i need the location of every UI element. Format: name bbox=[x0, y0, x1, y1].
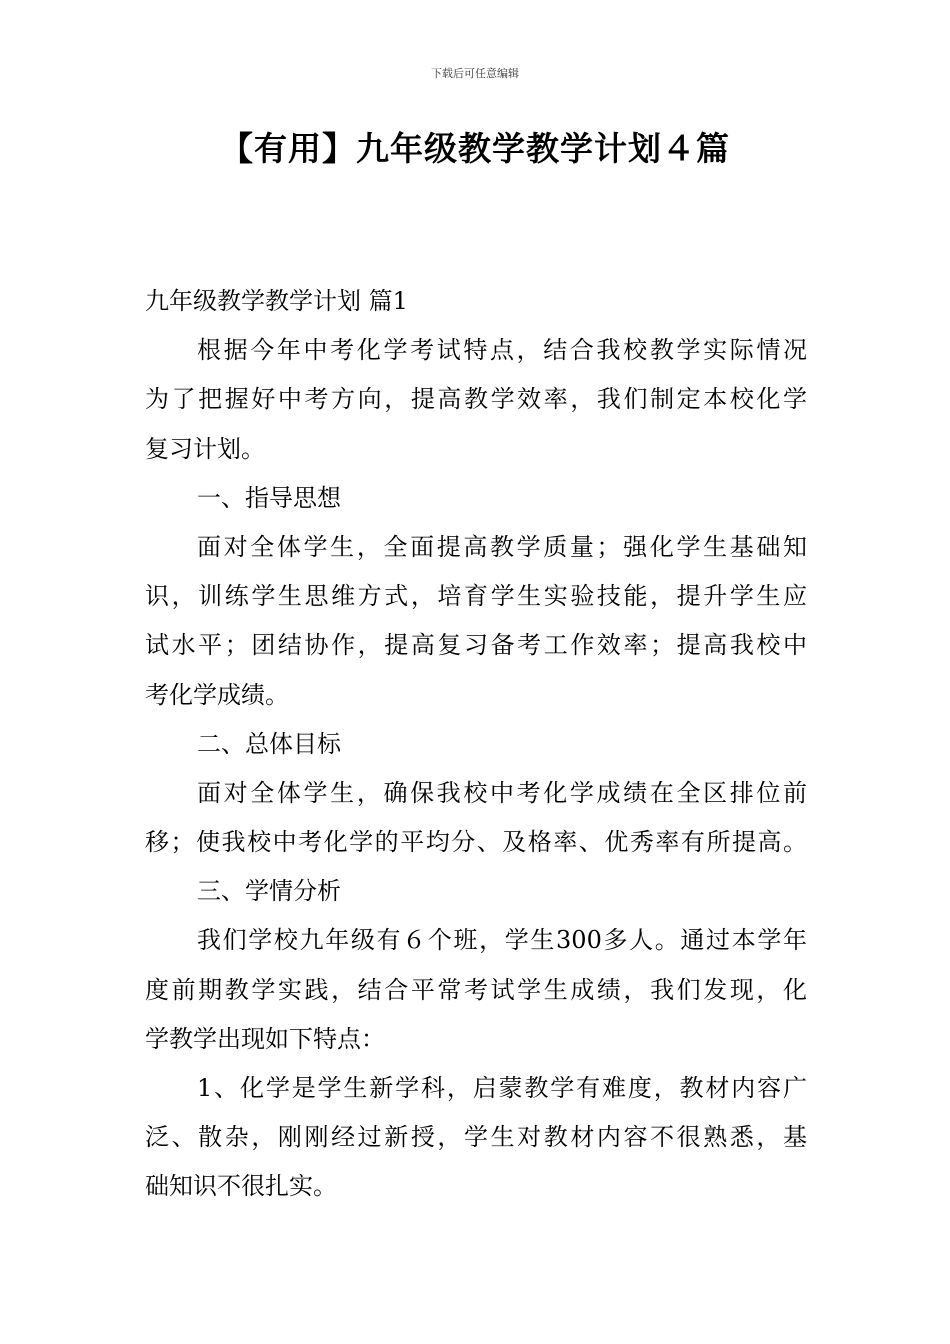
document-title: 【有用】九年级教学教学计划４篇 bbox=[220, 129, 730, 168]
list-item-line: 1、化学是学生新学科，启蒙教学有难度，教材内容广 bbox=[197, 1074, 807, 1102]
subheading-overall-goal: 二、总体目标 bbox=[197, 729, 341, 758]
document-body bbox=[145, 277, 807, 1212]
paragraph-line: 根据今年中考化学考试特点，结合我校教学实际情况 bbox=[197, 336, 807, 365]
paragraph-line: 复习计划。 bbox=[145, 434, 265, 463]
paragraph-line: 度前期教学实践，结合平常考试学生成绩，我们发现，化 bbox=[145, 975, 807, 1004]
paragraph-line: 试水平；团结协作，提高复习备考工作效率；提高我校中 bbox=[145, 631, 807, 660]
subheading-guiding-ideology: 一、指导思想 bbox=[197, 483, 341, 512]
paragraph-line: 考化学成绩。 bbox=[145, 680, 289, 709]
paragraph-line: 面对全体学生，全面提高教学质量；强化学生基础知 bbox=[197, 532, 807, 561]
paragraph-line: 我们学校九年级有６个班，学生300多人。通过本学年 bbox=[197, 926, 807, 955]
paragraph-line: 移；使我校中考化学的平均分、及格率、优秀率有所提高。 bbox=[145, 828, 807, 857]
paragraph-line: 识，训练学生思维方式，培育学生实验技能，提升学生应 bbox=[145, 582, 807, 611]
subheading-student-analysis: 三、学情分析 bbox=[197, 877, 341, 906]
paragraph-line: 为了把握好中考方向，提高教学效率，我们制定本校化学 bbox=[145, 385, 807, 414]
paragraph-line: 学教学出现如下特点： bbox=[145, 1024, 385, 1053]
section-heading: 九年级教学教学计划 篇1 bbox=[145, 287, 408, 315]
list-item-line: 础知识不很扎实。 bbox=[145, 1172, 337, 1201]
list-item-line: 泛、散杂，刚刚经过新授，学生对教材内容不很熟悉，基 bbox=[145, 1123, 807, 1152]
header-note: 下载后可任意编辑 bbox=[431, 67, 519, 80]
paragraph-line: 面对全体学生，确保我校中考化学成绩在全区排位前 bbox=[197, 778, 807, 807]
